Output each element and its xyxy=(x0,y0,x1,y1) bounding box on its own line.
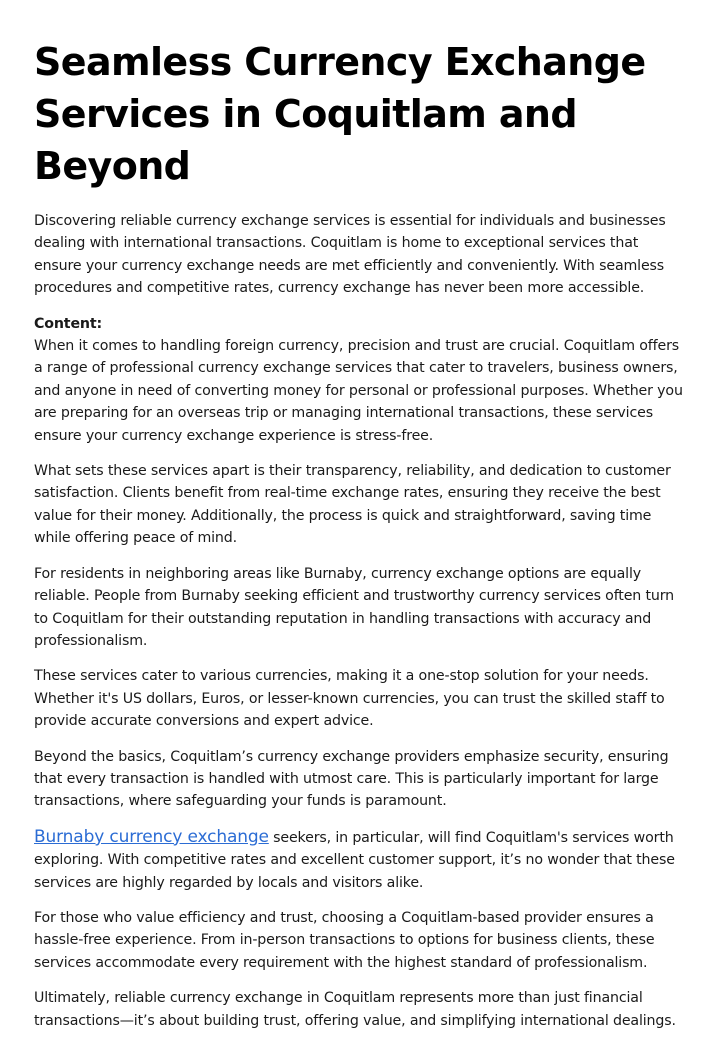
paragraph-7: For those who value efficiency and trust, choosing a Coquitlam-based provider ensures a hassle-free experience. From in-person transactions to options for business clients, these services accommodate every requirement with the highest standard of professionalism. xyxy=(34,909,655,971)
article xyxy=(34,36,686,1045)
content-paragraph-1: When it comes to handling foreign currency, precision and trust are crucial. Coquitlam offers a range of professional currency exchange services that cater to travelers, business owners, and anyone in need of converting money for personal or professional purposes. Whether you are preparing for an overseas trip or managing international transactions, these services ensure your currency exchange experience is stress-free. xyxy=(34,338,683,444)
paragraph-5: Beyond the basics, Coquitlam’s currency exchange providers emphasize security, ensuring that every transaction is handled with utmost care. This is particularly important for large transactions, where safeguarding your funds is paramount. xyxy=(34,748,669,810)
page-title: Seamless Currency Exchange Services in Coquitlam and Beyond xyxy=(34,40,646,188)
paragraph-8: Ultimately, reliable currency exchange in Coquitlam represents more than just financial transactions—it’s about building trust, offering value, and simplifying international dealings. xyxy=(34,990,676,1029)
paragraph-4: These services cater to various currencies, making it a one-stop solution for your needs. Whether it's US dollars, Euros, or lesser-known currencies, you can trust the skilled staff to provide accurate conversions and expert advice. xyxy=(34,668,665,730)
paragraph-2: What sets these services apart is their transparency, reliability, and dedication to customer satisfaction. Clients benefit from real-time exchange rates, ensuring they receive the best value for their money. Additionally, the process is quick and straightforward, saving time while offering peace of mind. xyxy=(34,463,671,547)
content-label: Content: xyxy=(34,315,103,332)
burnaby-currency-exchange-link[interactable]: Burnaby currency exchange xyxy=(34,826,269,847)
intro-paragraph: Discovering reliable currency exchange services is essential for individuals and businesses dealing with international transactions. Coquitlam is home to exceptional services that ensure your currency exchange needs are met efficiently and conveniently. With seamless procedures and competitive rates, currency exchange has never been more accessible. xyxy=(34,213,666,297)
paragraph-6-text: seekers, in particular, will find Coquitlam's services worth exploring. With competitive rates and excellent customer support, it’s no wonder that these services are highly regarded by locals and visitors alike. xyxy=(34,829,675,891)
paragraph-6 xyxy=(34,826,686,894)
paragraph-3: For residents in neighboring areas like Burnaby, currency exchange options are equally reliable. People from Burnaby seeking efficient and trustworthy currency services often turn to Coquitlam for their outstanding reputation in handling transactions with accuracy and professionalism. xyxy=(34,565,675,649)
content-section xyxy=(34,313,686,447)
